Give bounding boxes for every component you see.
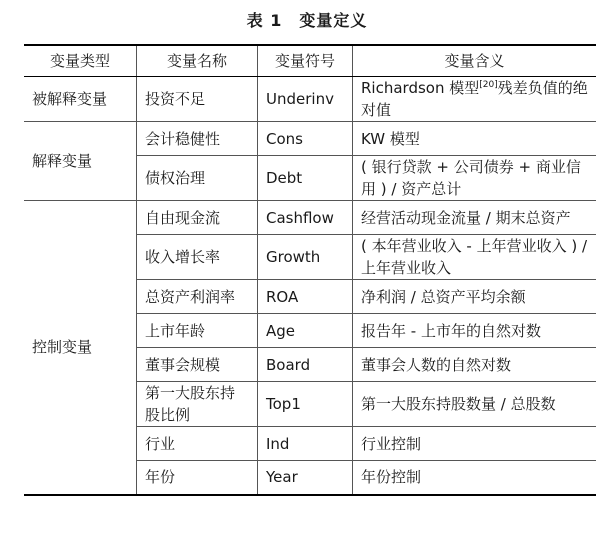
variable-name: 会计稳健性 xyxy=(137,122,258,156)
variable-name: 自由现金流 xyxy=(137,201,258,235)
table-row xyxy=(24,201,596,235)
variable-symbol: Cashflow xyxy=(258,201,353,235)
variable-symbol: ROA xyxy=(258,280,353,314)
variable-meaning: 年份控制 xyxy=(353,461,597,495)
variable-definition-table xyxy=(24,44,596,496)
variable-symbol: Ind xyxy=(258,427,353,461)
citation-ref: [20] xyxy=(479,80,498,90)
group-label-explained: 被解释变量 xyxy=(24,77,137,122)
variable-symbol: Underinv xyxy=(258,77,353,122)
variable-meaning: 经营活动现金流量 / 期末总资产 xyxy=(353,201,597,235)
variable-meaning: ( 本年营业收入 - 上年营业收入 ) / 上年营业收入 xyxy=(353,235,597,280)
variable-meaning: 行业控制 xyxy=(353,427,597,461)
variable-name: 行业 xyxy=(137,427,258,461)
table-row xyxy=(24,122,596,156)
variable-meaning: KW 模型 xyxy=(353,122,597,156)
variable-meaning xyxy=(353,77,597,122)
variable-name: 年份 xyxy=(137,461,258,495)
header-variable-type: 变量类型 xyxy=(24,45,137,77)
variable-symbol: Top1 xyxy=(258,382,353,427)
variable-meaning: 第一大股东持股数量 / 总股数 xyxy=(353,382,597,427)
variable-name: 总资产利润率 xyxy=(137,280,258,314)
variable-meaning: 董事会人数的自然对数 xyxy=(353,348,597,382)
header-variable-meaning: 变量含义 xyxy=(353,45,597,77)
variable-name: 第一大股东持股比例 xyxy=(137,382,258,427)
variable-symbol: Cons xyxy=(258,122,353,156)
variable-symbol: Board xyxy=(258,348,353,382)
variable-name: 董事会规模 xyxy=(137,348,258,382)
meaning-text: Richardson 模型 xyxy=(361,79,480,97)
variable-symbol: Growth xyxy=(258,235,353,280)
group-label-control: 控制变量 xyxy=(24,201,137,495)
variable-symbol: Year xyxy=(258,461,353,495)
header-variable-name: 变量名称 xyxy=(137,45,258,77)
variable-name: 收入增长率 xyxy=(137,235,258,280)
variable-meaning: 报告年 - 上市年的自然对数 xyxy=(353,314,597,348)
table-row xyxy=(24,77,596,122)
variable-meaning: 净利润 / 总资产平均余额 xyxy=(353,280,597,314)
variable-name: 债权治理 xyxy=(137,156,258,201)
variable-meaning: ( 银行贷款 + 公司债券 + 商业信用 ) / 资产总计 xyxy=(353,156,597,201)
variable-name: 上市年龄 xyxy=(137,314,258,348)
table-header-row xyxy=(24,45,596,77)
variable-symbol: Debt xyxy=(258,156,353,201)
meaning-text: 残差负值的绝对值 xyxy=(361,79,588,119)
variable-name: 投资不足 xyxy=(137,77,258,122)
variable-symbol: Age xyxy=(258,314,353,348)
table-caption: 表 1 变量定义 xyxy=(246,11,368,30)
header-variable-symbol: 变量符号 xyxy=(258,45,353,77)
group-label-explanatory: 解释变量 xyxy=(24,122,137,201)
